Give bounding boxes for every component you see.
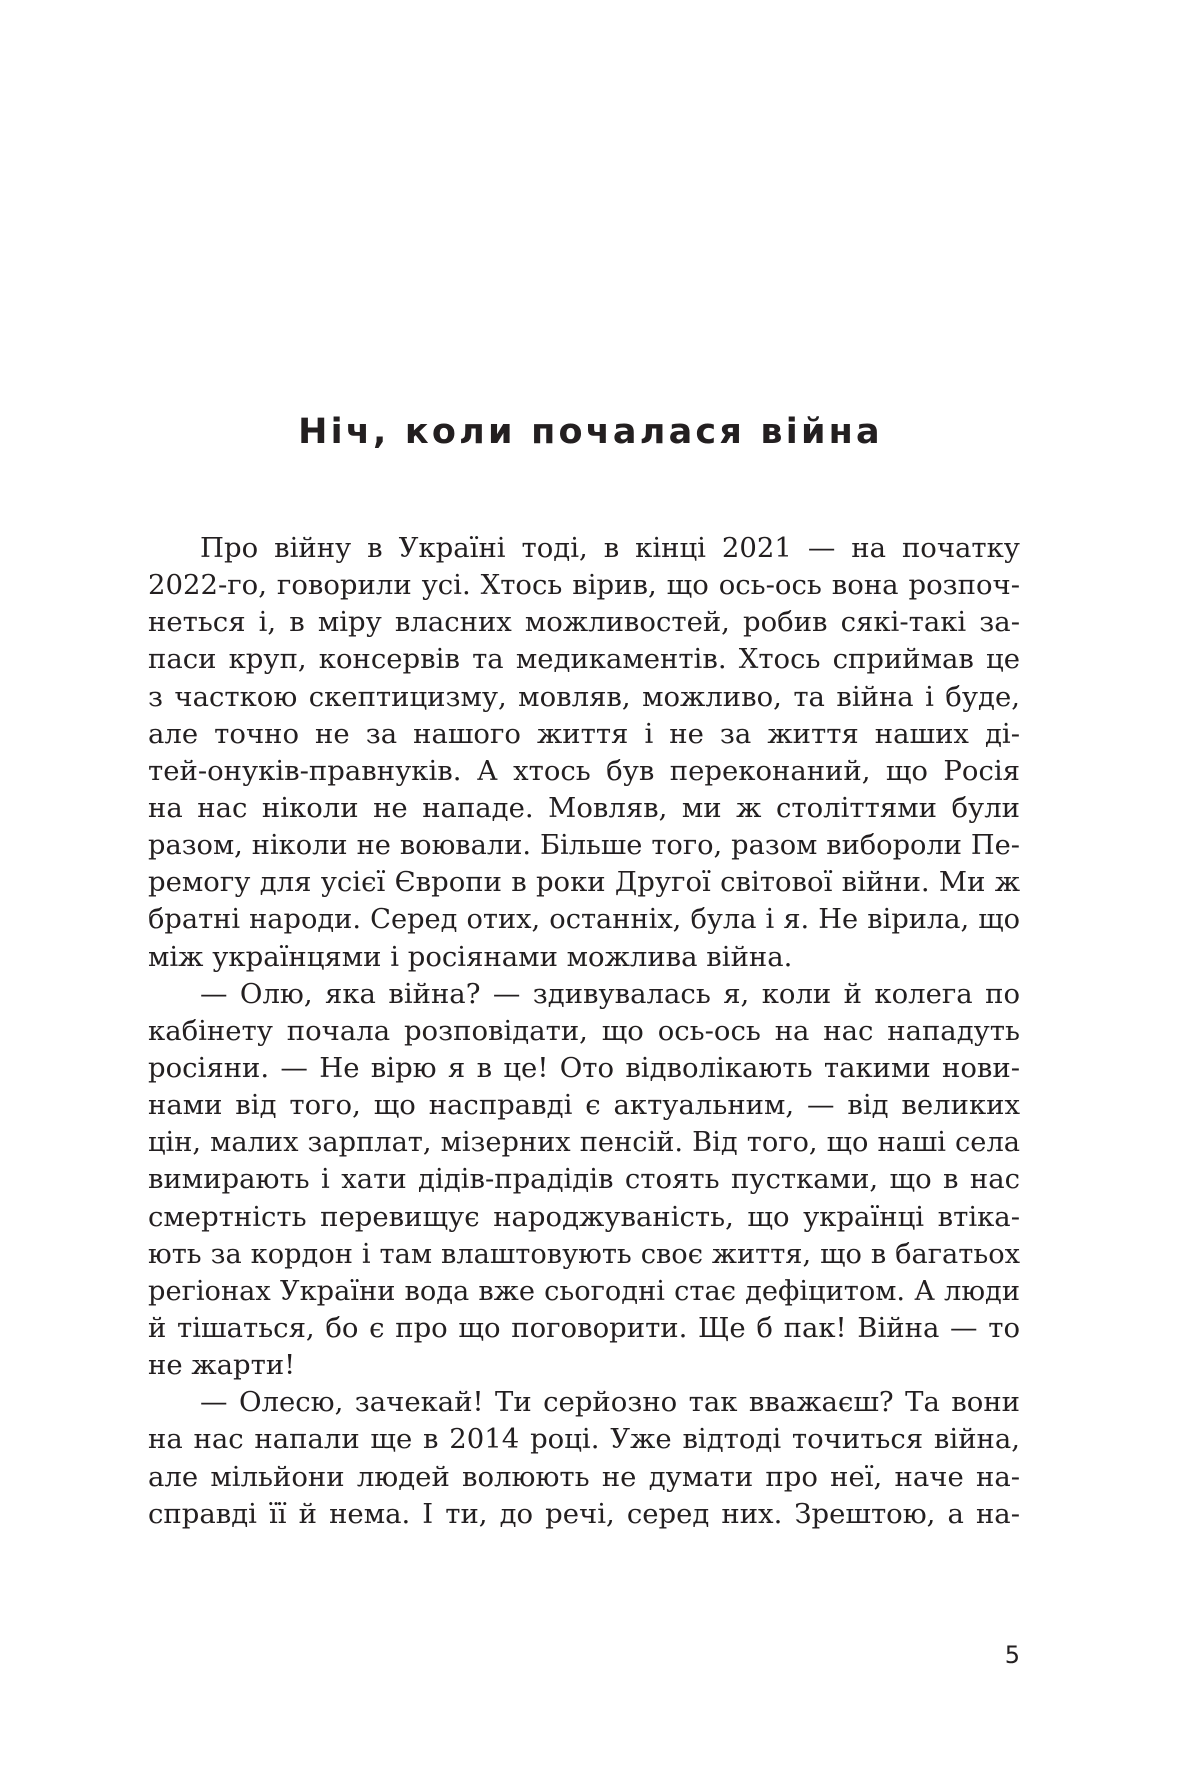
page-number: 5 xyxy=(1004,1641,1020,1669)
text-line: разом, ніколи не воювали. Більше того, разом вибороли Пе- xyxy=(148,830,1020,862)
text-line: ють за кордон і там влаштовують своє життя, що в багатьох xyxy=(148,1238,1020,1270)
text-line: неться і, в міру власних можливостей, робив сякі-такі за- xyxy=(148,606,1020,639)
text-line: ремогу для усієї Європи в роки Другої світової війни. Ми ж xyxy=(148,866,1020,899)
text-line: нами від того, що насправді є актуальним, — від великих xyxy=(148,1089,1020,1122)
text-line: справді її й нема. І ти, до речі, серед них. Зрештою, а на- xyxy=(148,1497,1020,1530)
text-line: тей-онуків-правнуків. А хтось був переконаний, що Росія xyxy=(148,754,1020,787)
text-line: з часткою скептицизму, мовляв, можливо, та війна і буде, xyxy=(148,680,1020,713)
chapter-title: Ніч, коли почалася війна xyxy=(298,412,883,452)
text-line: 2022-го, говорили усі. Хтось вірив, що ось-ось вона розпоч- xyxy=(148,569,1020,602)
text-line: Про війну в Україні тоді, в кінці 2021 — на початку xyxy=(200,532,1020,564)
text-line: кабінету почала розповідати, що ось-ось на нас нападуть xyxy=(148,1014,1020,1047)
text-line: смертність перевищує народжуваність, що українці втіка- xyxy=(148,1200,1020,1233)
text-line: не жарти! xyxy=(148,1349,296,1382)
text-line: — Олю, яка війна? — здивувалась я, коли й колега по xyxy=(200,977,1020,1010)
text-line: росіяни. — Не вірю я в це! Ото відволікають такими нови- xyxy=(148,1051,1020,1084)
text-line: регіонах України вода вже сьогодні стає дефіцитом. А люди xyxy=(148,1275,1020,1307)
body-text xyxy=(148,530,1020,1533)
text-line: але точно не за нашого життя і не за життя наших ді- xyxy=(148,717,1020,750)
text-line: між українцями і росіянами можлива війна. xyxy=(148,940,793,973)
text-line: — Олесю, зачекай! Ти серйозно так вважаєш? Та вони xyxy=(200,1386,1020,1419)
text-line: цін, малих зарплат, мізерних пенсій. Від того, що наші села xyxy=(148,1127,1020,1159)
text-line: братні народи. Серед отих, останніх, була і я. Не вірила, що xyxy=(148,904,1020,936)
text-line: паси круп, консервів та медикаментів. Хтось сприймав це xyxy=(148,643,1020,676)
text-line: й тішаться, бо є про що поговорити. Ще б пак! Війна — то xyxy=(148,1311,1020,1344)
text-line: на нас ніколи не нападе. Мовляв, ми ж століттями були xyxy=(148,791,1020,824)
text-line: вимирають і хати дідів-прадідів стоять пустками, що в нас xyxy=(148,1163,1020,1196)
text-line: але мільйони людей волюють не думати про неї, наче на- xyxy=(148,1460,1020,1493)
text-line: на нас напали ще в 2014 році. Уже відтоді точиться війна, xyxy=(148,1423,1020,1456)
